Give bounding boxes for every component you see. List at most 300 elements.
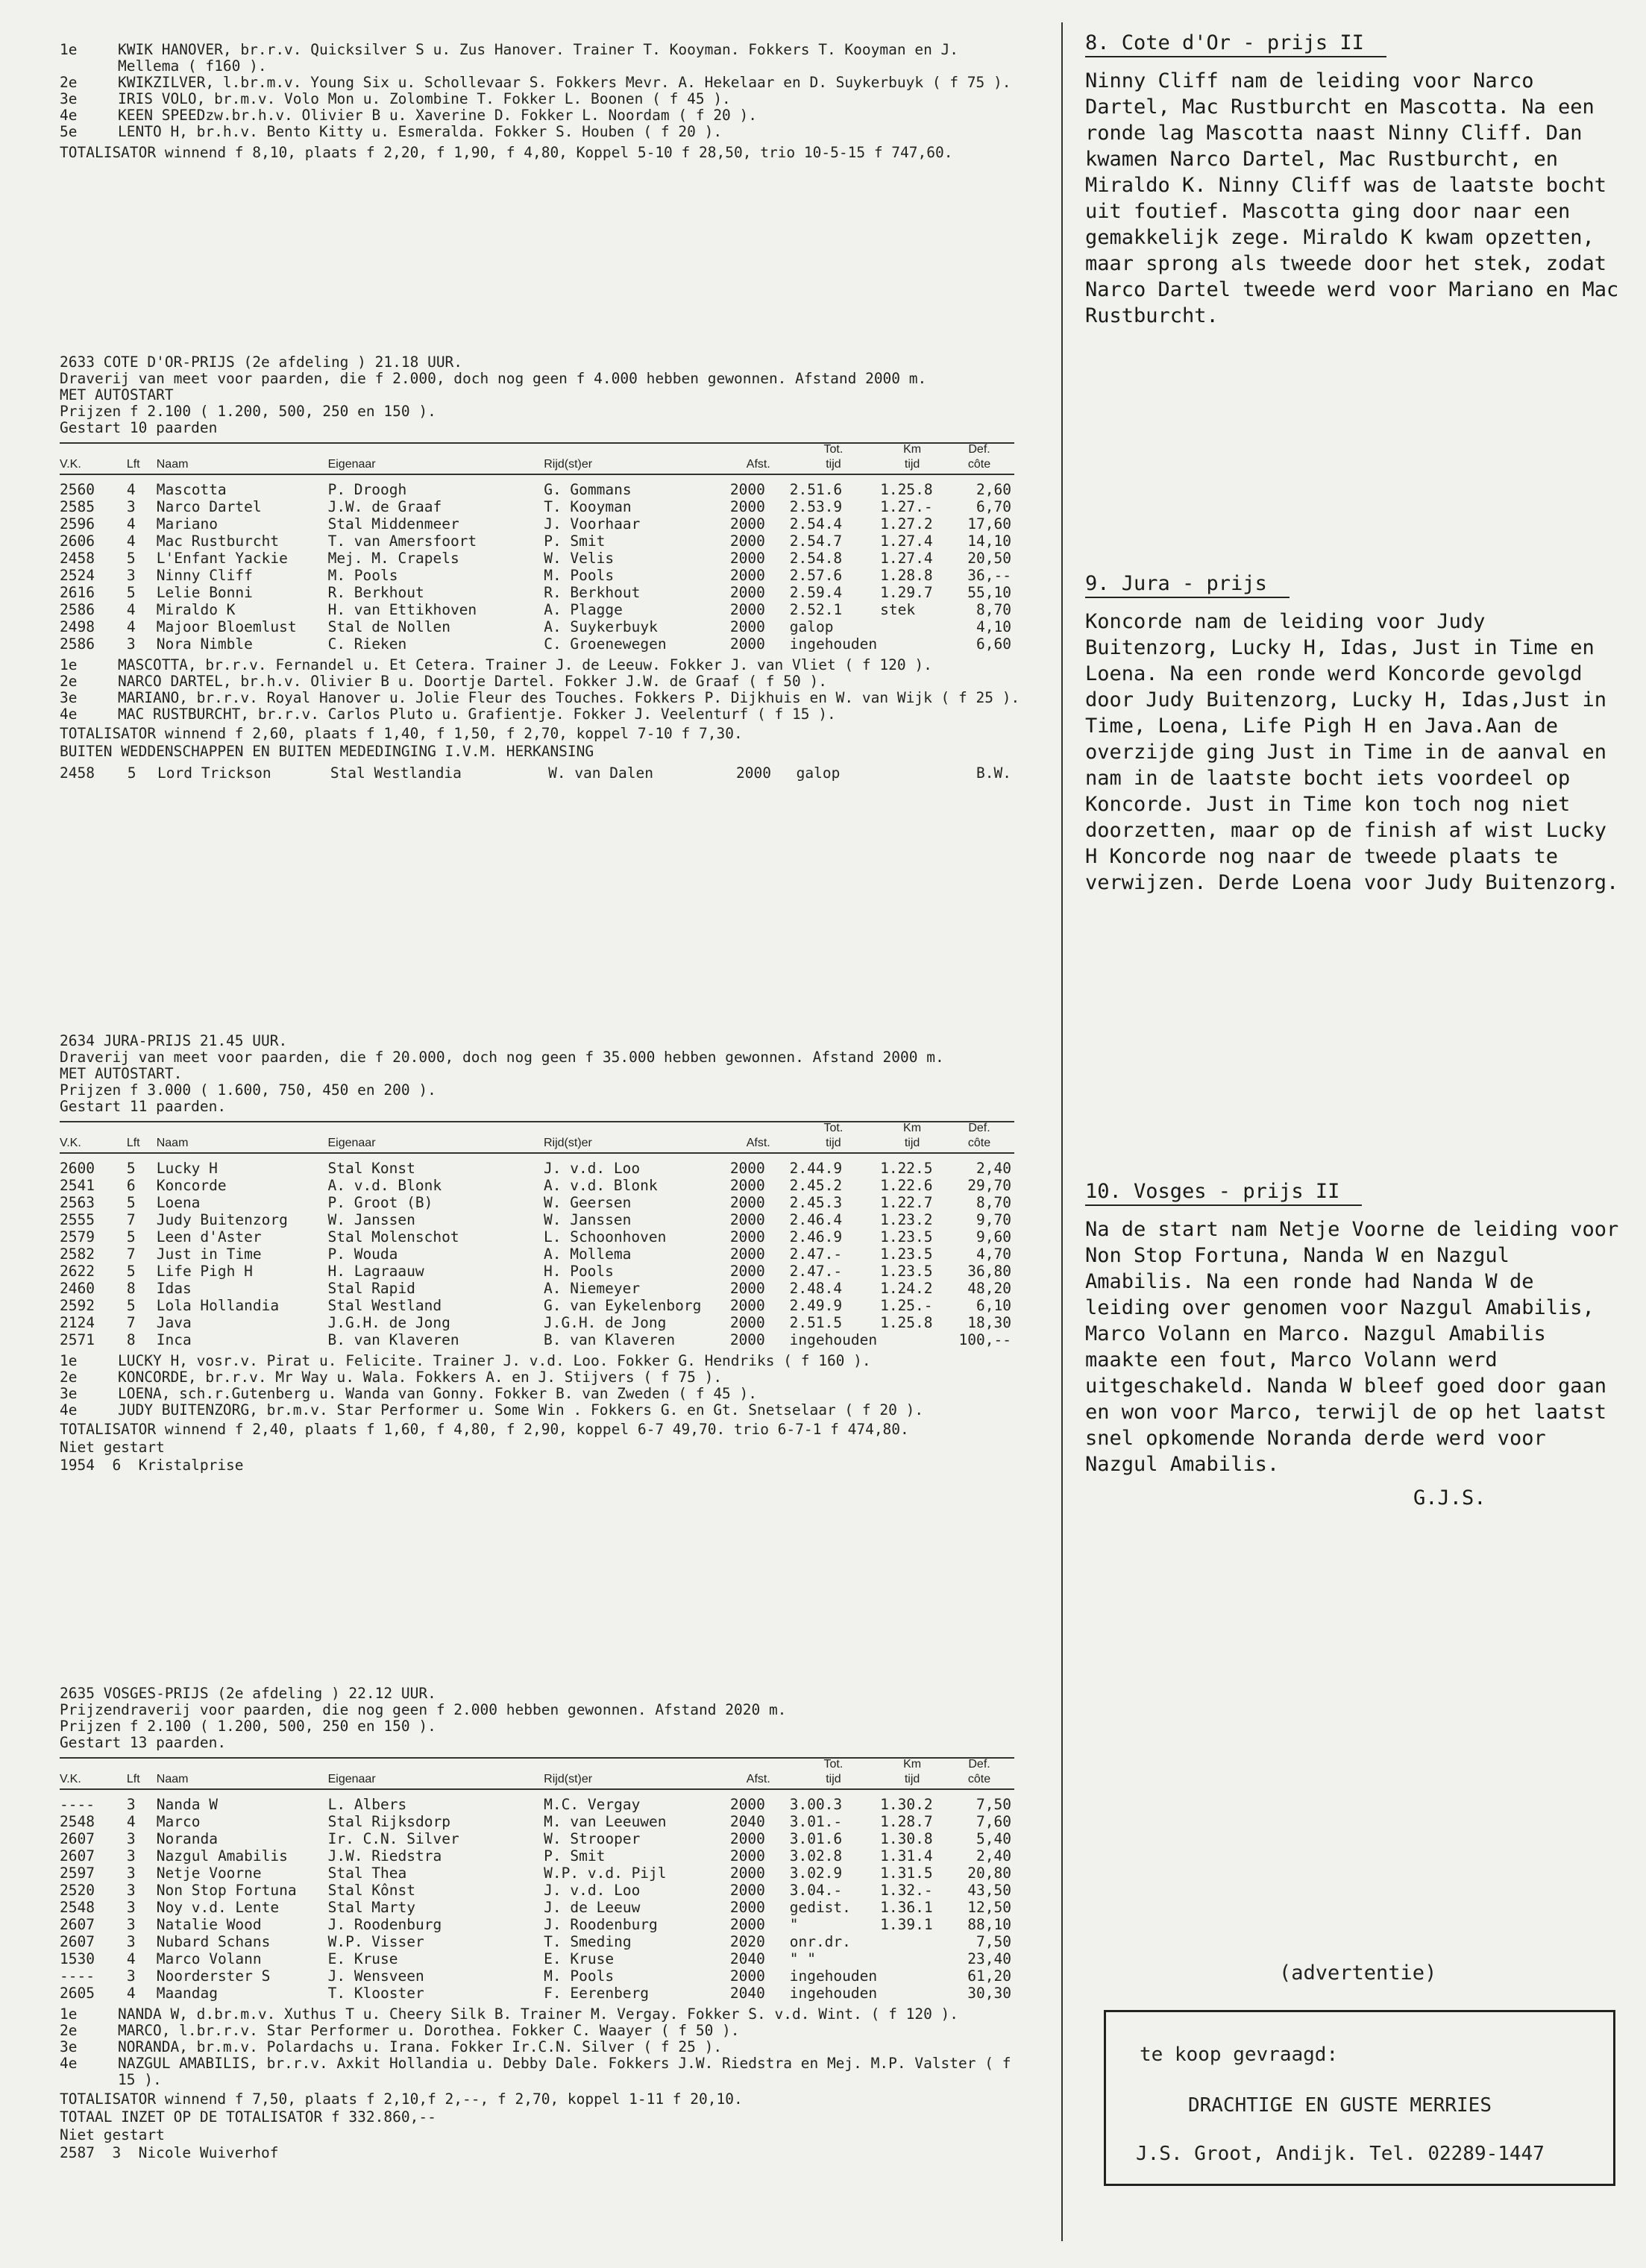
- table-cell: 1.39.1: [880, 1916, 933, 1933]
- table-row: [60, 1211, 1014, 1228]
- table-cell: 2000: [729, 567, 765, 584]
- table-cell: 2.53.9: [789, 498, 843, 515]
- table-cell: 3: [126, 635, 136, 653]
- table-cell: L. Albers: [327, 1796, 407, 1813]
- finisher-place: 2e: [60, 1369, 78, 1386]
- table-cell: Ir. C.N. Silver: [327, 1830, 459, 1847]
- table-cell: 5: [126, 550, 136, 567]
- table-header-cell: Lft: [127, 1137, 157, 1153]
- finisher-place: 1e: [60, 41, 78, 58]
- table-header-cell: Afst.: [730, 1137, 790, 1153]
- table-cell: Mac Rustburcht: [156, 533, 280, 550]
- results-column: [60, 37, 1022, 161]
- table-cell: 2000: [729, 1297, 765, 1314]
- table-row: [60, 618, 1014, 635]
- table-cell: 2.46.9: [789, 1228, 843, 1245]
- table-cell: 18,30: [967, 1314, 1011, 1331]
- table-header-cell: Def.: [947, 443, 1014, 459]
- finisher-place: 3e: [60, 1385, 78, 1402]
- table-cell: 3: [126, 1916, 136, 1933]
- table-cell: 4: [126, 533, 136, 550]
- table-cell: Natalie Wood: [156, 1916, 262, 1933]
- table-cell: 2000: [729, 1194, 765, 1211]
- table-cell: H. van Ettikhoven: [327, 601, 477, 618]
- table-cell: 2458: [60, 764, 95, 782]
- table-cell: W. Strooper: [544, 1830, 641, 1847]
- table-cell: 2,40: [976, 1160, 1011, 1177]
- finisher-place: 2e: [60, 2022, 78, 2039]
- finisher-row: [60, 1353, 1022, 1369]
- table-cell: 1.27.4: [880, 550, 933, 567]
- finisher-text: KWIKZILVER, l.br.m.v. Young Six u. Schollevaar S. Fokkers Mevr. A. Hekelaar en D. Suykerbuyk ( f 75 ).: [118, 74, 1011, 91]
- table-cell: Loena: [156, 1194, 201, 1211]
- table-row: [60, 584, 1014, 601]
- table-cell: 2560: [60, 481, 95, 498]
- finisher-row: [60, 1386, 1022, 1402]
- table-cell: L'Enfant Yackie: [156, 550, 288, 567]
- table-cell: H. Lagraauw: [327, 1263, 424, 1280]
- table-cell: 2000: [729, 1847, 765, 1865]
- table-cell: W. Geersen: [543, 1194, 632, 1211]
- table-cell: A. v.d. Blonk: [327, 1177, 442, 1194]
- table-cell: 3.01.6: [789, 1830, 843, 1847]
- commentary-cote-dor: [1085, 30, 1622, 329]
- table-header-cell: côte: [947, 1137, 1014, 1153]
- table-cell: 2605: [60, 1985, 95, 2002]
- table-cell: R. Berkhout: [544, 584, 641, 601]
- finisher-row: [60, 706, 1022, 723]
- table-cell: 3: [126, 1933, 136, 1950]
- table-cell: Marco Volann: [156, 1950, 262, 1967]
- table-cell: 2622: [60, 1263, 95, 1280]
- table-header-cell: côte: [947, 1774, 1014, 1789]
- table-cell: J. Voorhaar: [544, 515, 641, 533]
- table-cell: 2000: [729, 1882, 765, 1899]
- table-cell: 2520: [60, 1882, 95, 1899]
- table-header-cell: tijd: [880, 1774, 947, 1789]
- table-cell: A. Niemeyer: [543, 1280, 641, 1297]
- table-cell: Marco: [156, 1813, 201, 1830]
- finisher-row: [60, 690, 1022, 706]
- table-header-cell: Tot.: [790, 1758, 880, 1774]
- table-cell: 3: [126, 1830, 136, 1847]
- table-cell: Idas: [156, 1280, 192, 1297]
- table-cell: Leen d'Aster: [156, 1228, 262, 1245]
- table-cell: Lord Trickson: [157, 764, 271, 782]
- table-row: [60, 1796, 1014, 1813]
- table-cell: 8: [126, 1331, 136, 1348]
- race-header-line: 2634 JURA-PRIJS 21.45 UUR.: [60, 1032, 288, 1049]
- table-cell: A. Suykerbuyk: [544, 618, 658, 635]
- table-header-cell: tijd: [880, 1137, 947, 1153]
- table-cell: 2000: [729, 1245, 765, 1263]
- finisher-place: 1e: [60, 656, 78, 673]
- table-header-cell: Afst.: [730, 459, 790, 474]
- table-header-cell: Eigenaar: [328, 459, 544, 474]
- table-cell: galop: [796, 764, 841, 782]
- table-cell: Stal Marty: [327, 1899, 416, 1916]
- advert-label: (advertentie): [1279, 1961, 1437, 1985]
- table-cell: 4: [126, 618, 136, 635]
- table-cell: 3: [126, 1899, 136, 1916]
- table-row: [60, 498, 1014, 515]
- commentary-title: 10. Vosges - prijs II: [1085, 1178, 1362, 1206]
- table-cell: 2000: [729, 1280, 765, 1297]
- table-cell: 2000: [729, 498, 765, 515]
- table-cell: 1.31.5: [880, 1865, 933, 1882]
- table-cell: 2607: [60, 1916, 95, 1933]
- table-header-cell: [730, 1758, 790, 1774]
- table-header-cell: [127, 1122, 157, 1137]
- table-cell: Miraldo K: [156, 601, 236, 618]
- table-cell: 1.31.4: [880, 1847, 933, 1865]
- results-table: [60, 1121, 1014, 1348]
- finisher-text: NANDA W, d.br.m.v. Xuthus T u. Cheery Silk B. Trainer M. Vergay. Fokker S. v.d. Wint. ( f 120 ).: [118, 2005, 959, 2023]
- finisher-text: MARCO, l.br.r.v. Star Performer u. Dorothea. Fokker C. Waayer ( f 50 ).: [118, 2022, 740, 2039]
- table-cell: 1.22.6: [880, 1177, 933, 1194]
- table-cell: [880, 1967, 947, 1985]
- table-header-cell: [544, 1122, 730, 1137]
- table-cell: 2000: [736, 764, 772, 782]
- table-cell: 3: [126, 1796, 136, 1813]
- table-cell: 1.28.8: [880, 567, 933, 584]
- signature: G.J.S.: [1413, 1486, 1486, 1510]
- table-cell: J.W. de Graaf: [327, 498, 442, 515]
- finisher-place: 3e: [60, 2038, 78, 2055]
- table-header-cell: V.K.: [60, 1774, 127, 1789]
- table-cell: W. Velis: [544, 550, 615, 567]
- finisher-place: 1e: [60, 2005, 78, 2023]
- table-cell: M. van Leeuwen: [544, 1813, 667, 1830]
- table-cell: 2000: [729, 533, 765, 550]
- table-cell: E. Kruse: [327, 1950, 398, 1967]
- table-cell: 2.54.4: [789, 515, 843, 533]
- table-header-cell: Naam: [157, 1774, 328, 1789]
- finisher-text: LENTO H, br.h.v. Bento Kitty u. Esmeralda. Fokker S. Houben ( f 20 ).: [118, 123, 723, 140]
- table-cell: [880, 618, 947, 635]
- table-cell: 3: [126, 1967, 136, 1985]
- table-cell: W. van Dalen: [548, 764, 653, 782]
- race-header-line: MET AUTOSTART: [60, 386, 174, 403]
- table-cell: A. Mollema: [543, 1245, 632, 1263]
- finisher-text: LOENA, sch.r.Gutenberg u. Wanda van Gonny. Fokker B. van Zweden ( f 45 ).: [118, 1385, 758, 1402]
- table-cell: 8,70: [976, 1194, 1011, 1211]
- table-cell: P. Smit: [544, 1847, 606, 1865]
- table-cell: 2458: [60, 550, 95, 567]
- table-cell: 3: [126, 1847, 136, 1865]
- table-cell: Stal Middenmeer: [327, 515, 459, 533]
- table-row: [60, 1177, 1014, 1194]
- table-cell: 1.27.4: [880, 533, 933, 550]
- table-cell: J.G.H. de Jong: [543, 1314, 667, 1331]
- finisher-text: JUDY BUITENZORG, br.m.v. Star Performer u. Some Win . Fokkers G. en Gt. Snetselaar ( f 20 ).: [118, 1401, 924, 1419]
- table-cell: Mariano: [156, 515, 218, 533]
- table-cell: 43,50: [967, 1882, 1011, 1899]
- table-cell: Lola Hollandia: [156, 1297, 280, 1314]
- table-cell: 48,20: [967, 1280, 1011, 1297]
- table-cell: P. Groot (B): [327, 1194, 433, 1211]
- table-row: [60, 1228, 1014, 1245]
- table-cell: 2000: [729, 1899, 765, 1916]
- race-header-line: Draverij van meet voor paarden, die f 2.000, doch nog geen f 4.000 hebben gewonnen. Afstand 2000 m.: [60, 370, 927, 387]
- table-header-cell: Def.: [947, 1758, 1014, 1774]
- table-cell: T. van Amersfoort: [327, 533, 477, 550]
- table-cell: 2.48.4: [789, 1280, 843, 1297]
- table-cell: 1.24.2: [880, 1280, 933, 1297]
- table-cell: 4: [126, 481, 136, 498]
- finisher-text: MAC RUSTBURCHT, br.r.v. Carlos Pluto u. Grafientje. Fokker J. Veelenturf ( f 15 ).: [118, 706, 836, 723]
- race-extra-line: TOTALISATOR winnend f 7,50, plaats f 2,10,f 2,--, f 2,70, koppel 1-11 f 20,10.: [60, 2090, 743, 2108]
- table-cell: [880, 1985, 947, 2002]
- table-header-cell: [730, 1122, 790, 1137]
- finisher-row: [60, 91, 1022, 107]
- table-row: [60, 550, 1014, 567]
- table-header-cell: V.K.: [60, 459, 127, 474]
- table-cell: [880, 1950, 947, 1967]
- table-row: [60, 1331, 1014, 1348]
- finisher-row: [60, 2006, 1022, 2023]
- table-cell: 2524: [60, 567, 95, 584]
- excluded-row-table: [60, 764, 1014, 782]
- table-row: [60, 1263, 1014, 1280]
- finisher-row: [60, 2039, 1022, 2055]
- table-cell: 5: [126, 1194, 136, 1211]
- table-cell: 20,50: [967, 550, 1011, 567]
- table-cell: 5: [126, 1160, 136, 1177]
- table-cell: J. v.d. Loo: [543, 1160, 641, 1177]
- table-row: [60, 1950, 1014, 1967]
- table-row: [60, 1882, 1014, 1899]
- table-cell: Lelie Bonni: [156, 584, 253, 601]
- table-cell: 2000: [729, 584, 765, 601]
- table-cell: gedist.: [789, 1899, 851, 1916]
- table-cell: 4,70: [976, 1245, 1011, 1263]
- table-cell: 2600: [60, 1160, 95, 1177]
- race-header-line: Prijzen f 2.100 ( 1.200, 500, 250 en 150 ).: [60, 403, 436, 420]
- table-cell: 3.04.-: [789, 1882, 843, 1899]
- race-extra-line: Niet gestart: [60, 2126, 165, 2143]
- table-cell: 9,70: [976, 1211, 1011, 1228]
- table-cell: ----: [60, 1967, 95, 1985]
- table-cell: 2000: [729, 1211, 765, 1228]
- race-extra-line: Niet gestart: [60, 1439, 165, 1456]
- table-cell: 2607: [60, 1933, 95, 1950]
- table-cell: ingehouden: [789, 1985, 878, 2002]
- table-row: [60, 567, 1014, 584]
- table-header-cell: [327, 1122, 544, 1137]
- race-header-line: Prijzen f 2.100 ( 1.200, 500, 250 en 150 ).: [60, 1718, 436, 1735]
- finisher-place: 3e: [60, 689, 78, 706]
- table-cell: 3: [126, 498, 136, 515]
- table-header-cell: tijd: [880, 459, 947, 474]
- race-extra-line: 2587 3 Nicole Wuiverhof: [60, 2144, 279, 2161]
- table-header-cell: tijd: [790, 459, 880, 474]
- table-cell: 2.46.4: [789, 1211, 843, 1228]
- table-header-cell: tijd: [790, 1774, 880, 1789]
- table-cell: onr.dr.: [789, 1933, 851, 1950]
- finisher-text: NAZGUL AMABILIS, br.r.v. Axkit Hollandia u. Debby Dale. Fokkers J.W. Riedstra en Mej. M.P. Valster ( f 15 ).: [118, 2055, 1011, 2088]
- table-header-cell: Afst.: [730, 1774, 790, 1789]
- results-table: [60, 1757, 1014, 2002]
- table-cell: 2607: [60, 1830, 95, 1847]
- race-block: [60, 354, 1022, 782]
- table-cell: M. Pools: [544, 1967, 615, 1985]
- table-header-cell: [127, 443, 157, 459]
- race-extra-line: BUITEN WEDDENSCHAPPEN EN BUITEN MEDEDINGING I.V.M. HERKANSING: [60, 743, 594, 760]
- table-cell: Noy v.d. Lente: [156, 1899, 280, 1916]
- table-cell: 2.49.9: [789, 1297, 843, 1314]
- table-cell: 2000: [729, 601, 765, 618]
- table-row: [60, 1865, 1014, 1882]
- table-cell: 1.30.2: [880, 1796, 933, 1813]
- table-cell: 2000: [729, 1796, 765, 1813]
- table-cell: [880, 1933, 947, 1950]
- table-header-cell: Naam: [157, 459, 328, 474]
- table-row: [60, 481, 1014, 498]
- table-cell: 6,10: [976, 1297, 1011, 1314]
- finisher-place: 1e: [60, 1352, 78, 1369]
- table-cell: 3: [126, 567, 136, 584]
- table-cell: 1.28.7: [880, 1813, 933, 1830]
- table-cell: 2498: [60, 618, 95, 635]
- table-cell: Judy Buitenzorg: [156, 1211, 288, 1228]
- table-cell: 8: [126, 1280, 136, 1297]
- table-cell: Noranda: [156, 1830, 218, 1847]
- table-header-cell: [157, 1122, 328, 1137]
- table-cell: J. Roodenburg: [544, 1916, 658, 1933]
- table-cell: P. Wouda: [327, 1245, 398, 1263]
- table-cell: 14,10: [967, 533, 1011, 550]
- table-cell: 2460: [60, 1280, 95, 1297]
- table-cell: Nanda W: [156, 1796, 218, 1813]
- table-cell: Stal Rapid: [327, 1280, 415, 1297]
- table-cell: Mascotta: [156, 481, 227, 498]
- race-header-line: Gestart 11 paarden.: [60, 1098, 227, 1115]
- table-cell: W. Janssen: [543, 1211, 632, 1228]
- table-row: [60, 1916, 1014, 1933]
- table-cell: Nubard Schans: [156, 1933, 271, 1950]
- table-cell: 2000: [729, 1263, 765, 1280]
- table-cell: M.C. Vergay: [544, 1796, 641, 1813]
- table-cell: Stal Molenschot: [327, 1228, 459, 1245]
- table-cell: 4: [126, 1813, 136, 1830]
- table-header-cell: Km: [880, 443, 947, 459]
- table-cell: 61,20: [967, 1967, 1011, 1985]
- advert-line2: DRACHTIGE EN GUSTE MERRIES: [1188, 2094, 1492, 2117]
- finisher-text: NARCO DARTEL, br.h.v. Olivier B u. Doortje Dartel. Fokker J.W. de Graaf ( f 50 ).: [118, 673, 827, 690]
- race-finishers: [60, 1353, 1022, 1419]
- table-header-cell: [60, 1758, 127, 1774]
- table-cell: 4: [126, 1950, 136, 1967]
- finisher-text: KONCORDE, br.r.v. Mr Way u. Wala. Fokkers A. en J. Stijvers ( f 75 ).: [118, 1369, 723, 1386]
- table-header-cell: Tot.: [790, 443, 880, 459]
- table-cell: 1.23.5: [880, 1263, 933, 1280]
- finisher-text: NORANDA, br.m.v. Polardachs u. Irana. Fokker Ir.C.N. Silver ( f 25 ).: [118, 2038, 723, 2055]
- table-cell: F. Eerenberg: [544, 1985, 650, 2002]
- table-cell: 4,10: [976, 618, 1011, 635]
- table-cell: 2000: [729, 515, 765, 533]
- results-table: [60, 442, 1014, 653]
- table-cell: 6: [126, 1177, 136, 1194]
- table-row: [60, 1899, 1014, 1916]
- table-cell: 23,40: [967, 1950, 1011, 1967]
- table-cell: 2000: [729, 635, 765, 653]
- table-row: [60, 1967, 1014, 1985]
- commentary-vosges: [1085, 1178, 1622, 1511]
- table-cell: 55,10: [967, 584, 1011, 601]
- table-cell: 2596: [60, 515, 95, 533]
- table-cell: 2124: [60, 1314, 95, 1331]
- table-cell: J. v.d. Loo: [544, 1882, 641, 1899]
- table-cell: 1.36.1: [880, 1899, 933, 1916]
- table-cell: 2548: [60, 1813, 95, 1830]
- table-header-cell: Rijd(st)er: [544, 459, 730, 474]
- table-cell: B. van Klaveren: [327, 1331, 459, 1348]
- table-cell: Stal Rijksdorp: [327, 1813, 450, 1830]
- table-cell: L. Schoonhoven: [543, 1228, 667, 1245]
- table-cell: 3.02.9: [789, 1865, 843, 1882]
- table-cell: 2000: [729, 481, 765, 498]
- table-cell: 2616: [60, 584, 95, 601]
- table-header-cell: côte: [947, 459, 1014, 474]
- table-cell: Nazgul Amabilis: [156, 1847, 288, 1865]
- finisher-text: LUCKY H, vosr.v. Pirat u. Felicite. Trainer J. v.d. Loo. Fokker G. Hendriks ( f 160 ).: [118, 1352, 871, 1369]
- finisher-place: 4e: [60, 1401, 78, 1419]
- table-cell: G. van Eykelenborg: [543, 1297, 702, 1314]
- commentary-text: Koncorde nam de leiding voor Judy Buitenzorg, Lucky H, Idas, Just in Time en Loena. Na een ronde werd Koncorde gevolgd door Judy Buitenzorg, Lucky H, Idas,Just in Time, Loena, Life Pigh H en Java.Aan de overzijde ging Just in Time in de aanval en nam in de laatste bocht iets voordeel op Koncorde. Just in Time kon toch nog niet doorzetten, maar op de finish af wist Lucky H Koncorde nog naar de tweede plaats te verwijzen. Derde Loena voor Judy Buitenzorg.: [1085, 610, 1619, 894]
- table-cell: 5: [127, 764, 136, 782]
- table-cell: 2606: [60, 533, 95, 550]
- table-cell: 2.54.7: [789, 533, 843, 550]
- table-cell: 2,60: [976, 481, 1011, 498]
- table-header-cell: Rijd(st)er: [544, 1137, 730, 1153]
- table-header-cell: Def.: [947, 1122, 1014, 1137]
- finisher-row: [60, 107, 1022, 124]
- table-cell: G. Gommans: [544, 481, 632, 498]
- table-row: [60, 1280, 1014, 1297]
- table-cell: Maandag: [156, 1985, 218, 2002]
- finisher-place: 4e: [60, 107, 78, 124]
- table-cell: W.P. v.d. Pijl: [544, 1865, 667, 1882]
- table-cell: 2.59.4: [789, 584, 843, 601]
- table-row: [60, 1245, 1014, 1263]
- table-cell: R. Berkhout: [327, 584, 424, 601]
- table-cell: 2000: [729, 618, 765, 635]
- finisher-place: 5e: [60, 123, 78, 140]
- finisher-row: [60, 124, 1022, 140]
- table-cell: 9,60: [976, 1228, 1011, 1245]
- finisher-text: IRIS VOLO, br.m.v. Volo Mon u. Zolombine T. Fokker L. Boonen ( f 45 ).: [118, 90, 731, 107]
- table-cell: 2571: [60, 1331, 95, 1348]
- race-header-line: Gestart 13 paarden.: [60, 1734, 227, 1751]
- advert-line1: te koop gevraagd:: [1140, 2044, 1339, 2066]
- table-cell: 7: [126, 1211, 136, 1228]
- commentary-jura: [1085, 571, 1622, 896]
- table-header-cell: Eigenaar: [327, 1137, 544, 1153]
- table-cell: ingehouden: [789, 635, 878, 653]
- table-cell: 4: [126, 1985, 136, 2002]
- table-row: [60, 1160, 1014, 1177]
- table-cell: Netje Voorne: [156, 1865, 262, 1882]
- table-cell: 2040: [729, 1985, 765, 2002]
- table-header-cell: Km: [880, 1122, 947, 1137]
- advert-line3: J.S. Groot, Andijk. Tel. 02289-1447: [1136, 2143, 1545, 2165]
- table-header-cell: [127, 1758, 157, 1774]
- table-cell: ----: [60, 1796, 95, 1813]
- table-row: [60, 1933, 1014, 1950]
- table-cell: 2000: [729, 1967, 765, 1985]
- table-cell: 2000: [729, 1830, 765, 1847]
